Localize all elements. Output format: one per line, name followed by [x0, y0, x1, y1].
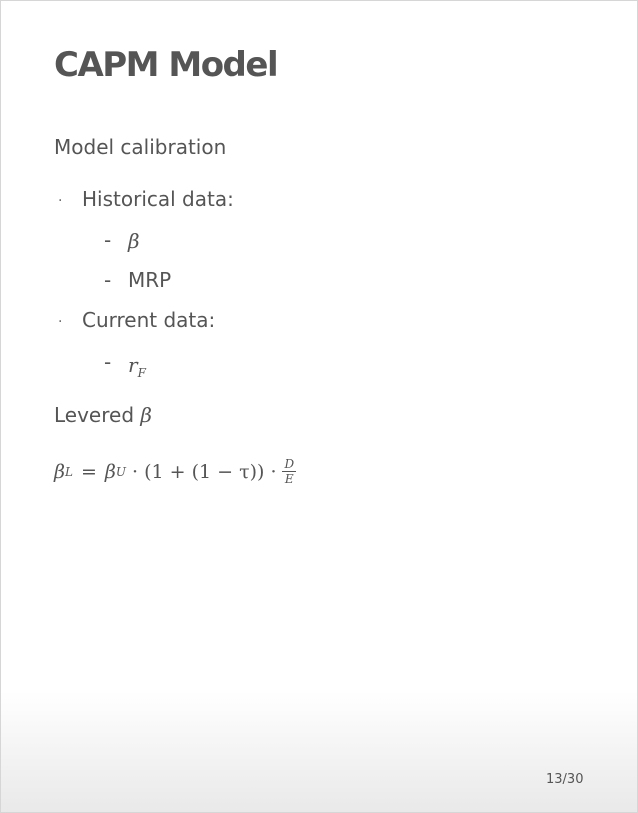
sub-item-risk-free-rate	[128, 353, 146, 380]
eq-equals: =	[80, 460, 97, 483]
rf-symbol: r	[128, 353, 138, 377]
eq-lhs-sub: L	[64, 464, 73, 479]
sub-item-mrp: MRP	[128, 268, 172, 292]
dash-marker: -	[104, 228, 112, 252]
eq-fraction	[282, 457, 296, 486]
eq-rhs-sub: U	[115, 464, 126, 479]
levered-label: Levered	[54, 403, 135, 427]
eq-middle: · (1 + (1 − τ)) ·	[131, 460, 277, 483]
bullet-marker: ·	[58, 193, 63, 209]
eq-lhs-beta: β	[54, 460, 65, 483]
slide-title: CAPM Model	[54, 45, 278, 85]
dash-marker: -	[104, 350, 112, 374]
section-model-calibration: Model calibration	[54, 135, 227, 159]
rf-subscript: F	[137, 366, 146, 380]
eq-rhs-beta: β	[104, 460, 116, 483]
levered-beta-equation	[54, 457, 296, 486]
section-levered-beta	[54, 403, 152, 427]
page-number: 13/30	[546, 772, 584, 787]
eq-frac-num: D	[284, 457, 295, 471]
eq-frac-den: E	[284, 472, 294, 486]
bullet-current-data: Current data:	[82, 308, 216, 332]
dash-marker: -	[104, 268, 112, 292]
bullet-historical-data: Historical data:	[82, 187, 234, 211]
levered-beta-symbol: β	[140, 403, 152, 427]
bullet-marker: ·	[58, 314, 63, 330]
sub-item-beta: β	[128, 229, 140, 253]
